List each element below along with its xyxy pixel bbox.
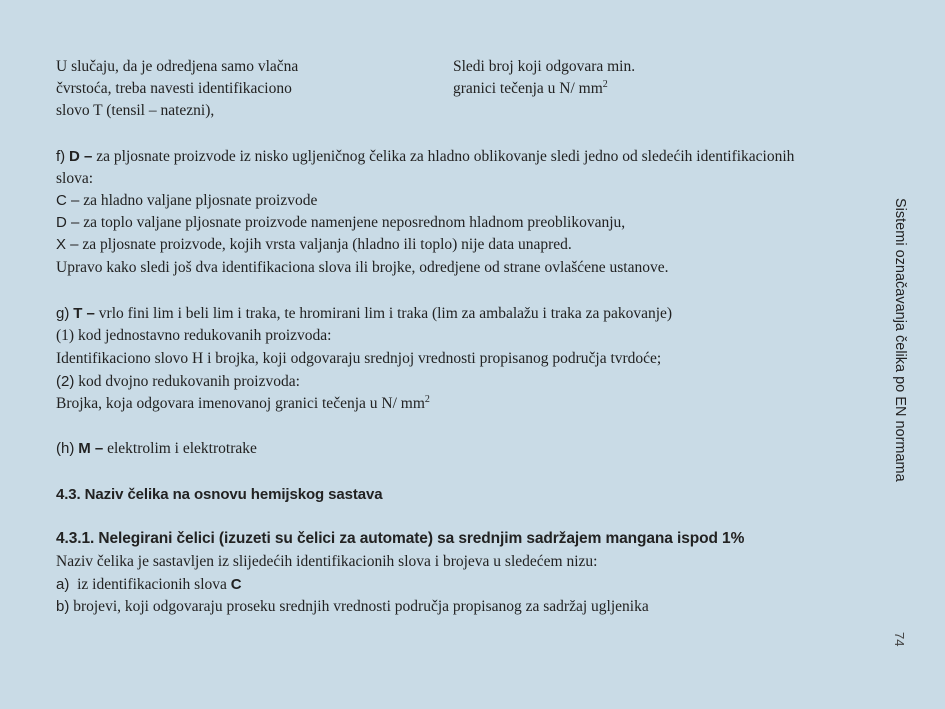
section-431-line-1: Naziv čelika je sastavljen iz slijedećih identifikacionih slova i brojeva u sledećem nizu: xyxy=(56,553,598,570)
section-f-letter: D – xyxy=(69,148,93,165)
intro-right-sup: 2 xyxy=(602,79,608,90)
section-g-text: vrlo fini lim i beli lim i traka, te hromirani lim i traka (lim za ambalažu i traka za pakovanje) xyxy=(98,305,673,322)
section-g-line-5-text: Brojka, koja odgovara imenovanoj granici tečenja u N/ mm xyxy=(56,395,425,412)
section-f-line-2: slova: xyxy=(56,170,94,187)
section-f-item-d xyxy=(56,212,625,234)
section-431-a-letter: C xyxy=(230,576,242,593)
section-g-letter: T – xyxy=(73,305,95,322)
section-h-letter: M – xyxy=(78,440,104,457)
intro-left-line-3: slovo T (tensil – natezni), xyxy=(56,102,215,119)
section-431-a-prefix: a) xyxy=(56,576,70,593)
intro-right-line-2 xyxy=(453,78,608,100)
section-g-line-4-num: (2) xyxy=(56,373,75,390)
section-431-b-prefix: b) xyxy=(56,598,70,615)
section-f-item-d-text: za toplo valjane pljosnate proizvode namenjene neposrednom hladnom preoblikovanju, xyxy=(83,214,626,231)
section-g-line-2: (1) kod jednostavno redukovanih proizvoda: xyxy=(56,327,332,344)
heading-4-3-1: 4.3.1. Nelegirani čelici (izuzeti su čelici za automate) sa srednjim sadržajem mangana ispod 1% xyxy=(56,530,745,547)
section-f-prefix: f) xyxy=(56,148,66,165)
section-f-text: za pljosnate proizvode iz nisko ugljeničnog čelika za hladno oblikovanje sledi jedno od sledećih identifikacionih xyxy=(96,148,795,165)
section-g-line-4-text: kod dvojno redukovanih proizvoda: xyxy=(78,373,300,390)
section-f-closing: Upravo kako sledi još dva identifikaciona slova ili brojke, odredjene od strane ovlašćene ustanove. xyxy=(56,259,669,276)
page-number: 74 xyxy=(892,632,907,647)
section-g-line-3: Identifikaciono slovo H i brojka, koji odgovaraju srednjoj vrednosti propisanog područja tvrdoće; xyxy=(56,350,662,367)
section-f-line-1 xyxy=(56,146,794,168)
intro-right-line-2-text: granici tečenja u N/ mm xyxy=(453,80,603,97)
intro-left-line-1: U slučaju, da je odredjena samo vlačna xyxy=(56,58,299,75)
section-431-a-text: iz identifikacionih slova xyxy=(77,576,227,593)
section-f-item-x-key: X – xyxy=(56,236,79,253)
section-g-line-5 xyxy=(56,393,430,415)
section-h-line xyxy=(56,438,257,460)
intro-left-line-2: čvrstoća, treba navesti identifikaciono xyxy=(56,80,292,97)
section-g-line-1 xyxy=(56,303,672,325)
section-431-b-text: brojevi, koji odgovaraju proseku srednjih vrednosti područja propisanog za sadržaj ugljenika xyxy=(73,598,649,615)
section-f-item-c-text: za hladno valjane pljosnate proizvode xyxy=(83,192,318,209)
section-h-prefix: (h) xyxy=(56,440,75,457)
section-f-item-c xyxy=(56,190,317,212)
section-431-item-b xyxy=(56,596,649,618)
section-f-item-c-key: C – xyxy=(56,192,80,209)
section-g-line-4 xyxy=(56,371,300,393)
intro-right-line-1: Sledi broj koji odgovara min. xyxy=(453,58,636,75)
heading-4-3: 4.3. Naziv čelika na osnovu hemijskog sastava xyxy=(56,486,383,503)
section-f-item-x xyxy=(56,234,572,256)
section-f-item-d-key: D – xyxy=(56,214,80,231)
section-f-item-x-text: za pljosnate proizvode, kojih vrsta valjanja (hladno ili toplo) nije data unapred. xyxy=(82,236,572,253)
side-title: Sistemi označavanja čelika po EN normama xyxy=(892,198,908,482)
section-431-item-a xyxy=(56,574,242,596)
section-g-prefix: g) xyxy=(56,305,70,322)
section-h-text: elektrolim i elektrotrake xyxy=(107,440,257,457)
section-g-line-5-sup: 2 xyxy=(424,394,430,405)
